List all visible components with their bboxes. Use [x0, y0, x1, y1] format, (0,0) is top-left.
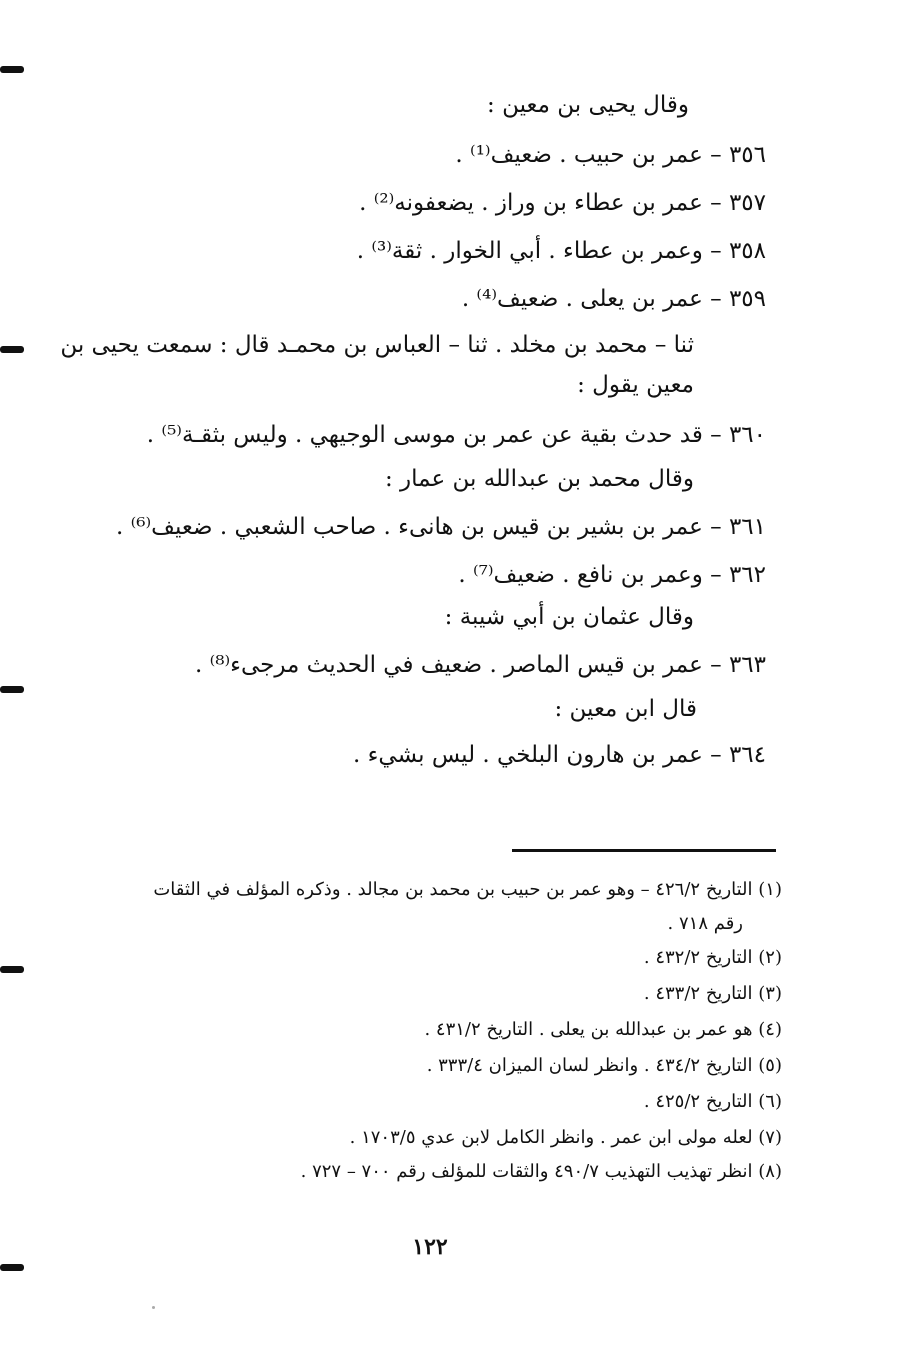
heading-narrator-ibn-maeen: قال ابن معين :: [554, 696, 697, 722]
footnote-7: (٧) لعله مولى ابن عمر . وانظر الكامل لابن عدي ١٧٠٣/٥ .: [349, 1127, 782, 1148]
footnote-5: (٥) التاريخ ٤٣٤/٢ . وانظر لسان الميزان ٣٣٣/٤ .: [426, 1055, 782, 1076]
footnote-1-line-1: (١) التاريخ ٤٢٦/٢ – وهو عمر بن حبيب بن محمد بن مجالد . وذكره المؤلف في الثقات: [153, 879, 782, 900]
isnad-line-2: معين يقول :: [577, 372, 694, 398]
binding-mark: [0, 1264, 24, 1271]
binding-mark: [0, 66, 24, 73]
footnote-4: (٤) هو عمر بن عبدالله بن يعلى . التاريخ ٤٣١/٢ .: [424, 1019, 782, 1040]
scan-speck: [152, 1306, 155, 1309]
binding-mark: [0, 346, 24, 353]
footnote-2: (٢) التاريخ ٤٣٢/٢ .: [643, 947, 782, 968]
entry-357: ٣٥٧ – عمر بن عطاء بن وراز . يضعفونه⁽²⁾ .: [359, 190, 766, 216]
entry-363: ٣٦٣ – عمر بن قيس الماصر . ضعيف في الحديث مرجىء⁽⁸⁾ .: [194, 652, 766, 678]
heading-narrator-ammar: وقال محمد بن عبدالله بن عمار :: [384, 466, 694, 492]
footnote-3: (٣) التاريخ ٤٣٣/٢ .: [643, 983, 782, 1004]
binding-mark: [0, 686, 24, 693]
entry-356: ٣٥٦ – عمر بن حبيب . ضعيف⁽¹⁾ .: [455, 142, 766, 168]
footnote-8: (٨) انظر تهذيب التهذيب ٤٩٠/٧ والثقات للمؤلف رقم ٧٠٠ – ٧٢٧ .: [300, 1161, 782, 1182]
footnote-separator: [512, 849, 776, 852]
footnote-6: (٦) التاريخ ٤٢٥/٢ .: [643, 1091, 782, 1112]
page-number: ١٢٢: [412, 1234, 448, 1260]
heading-narrator-uthman: وقال عثمان بن أبي شيبة :: [444, 604, 694, 630]
entry-364: ٣٦٤ – عمر بن هارون البلخي . ليس بشيء .: [353, 742, 766, 768]
footnote-1-line-2: رقم ٧١٨ .: [667, 913, 743, 934]
binding-mark: [0, 966, 24, 973]
entry-362: ٣٦٢ – وعمر بن نافع . ضعيف⁽⁷⁾ .: [458, 562, 766, 588]
heading-narrator-yahya: وقال يحيى بن معين :: [487, 92, 689, 118]
isnad-line-1: ثنا – محمد بن مخلد . ثنا – العباس بن محمـد قال : سمعت يحيى بن: [60, 332, 694, 358]
entry-360: ٣٦٠ – قد حدث بقية عن عمر بن موسى الوجيهي . وليس بثقـة⁽⁵⁾ .: [146, 422, 766, 448]
entry-359: ٣٥٩ – عمر بن يعلى . ضعيف⁽⁴⁾ .: [461, 286, 766, 312]
entry-361: ٣٦١ – عمر بن بشير بن قيس بن هانىء . صاحب الشعبي . ضعيف⁽⁶⁾ .: [115, 514, 766, 540]
entry-358: ٣٥٨ – وعمر بن عطاء . أبي الخوار . ثقة⁽³⁾ .: [356, 238, 766, 264]
